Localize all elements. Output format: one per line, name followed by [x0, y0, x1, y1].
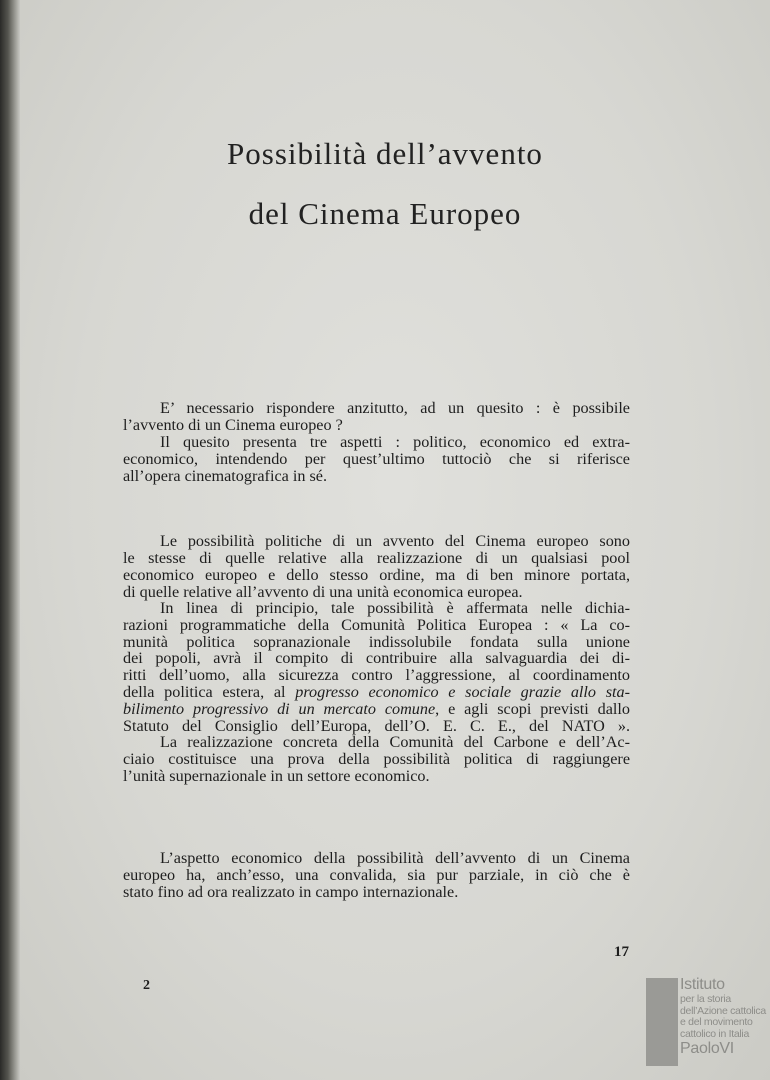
- text-line: l’unità supernazionale in un settore economico.: [123, 767, 430, 785]
- isacem-watermark-logo: [646, 976, 770, 1068]
- text-line: della politica estera, al progresso economico e sociale grazie allo sta-: [123, 683, 630, 701]
- watermark-line: per la storia: [680, 993, 731, 1005]
- isacem-logo-mark: [646, 978, 678, 1066]
- text-line: razioni programmatiche della Comunità Politica Europea : « La co-: [123, 616, 630, 634]
- watermark-line: cattolico in Italia: [680, 1027, 750, 1040]
- text-line: le stesse di quelle relative alla realizzazione di un qualsiasi pool: [123, 549, 630, 567]
- text-line: l’avvento di un Cinema europeo ?: [123, 416, 343, 434]
- text-line: stato fino ad ora realizzato in campo internazionale.: [123, 883, 459, 901]
- text-line: E’ necessario rispondere anzitutto, ad un quesito : è possibile: [160, 399, 630, 417]
- title-line-2: del Cinema Europeo: [248, 196, 522, 231]
- text-line: economico europeo e dello stesso ordine, ma di ben minore portata,: [123, 566, 630, 584]
- text-line: all’opera cinematografica in sé.: [123, 467, 328, 485]
- text-line: ciaio costituisce una prova della possibilità politica di raggiungere: [123, 750, 630, 768]
- text-line: L’aspetto economico della possibilità dell’avvento di un Cinema: [160, 849, 630, 867]
- text-line: La realizzazione concreta della Comunità del Carbone e dell’Ac-: [160, 733, 630, 751]
- watermark-line: PaoloVI: [680, 1040, 734, 1057]
- text-line: di quelle relative all’avvento di una unità economica europea.: [123, 583, 523, 601]
- page-number: 17: [614, 944, 629, 960]
- text-line: economico, intendendo per quest’ultimo tuttociò che si riferisce: [123, 450, 630, 468]
- signature-mark: 2: [143, 978, 150, 993]
- text-line: ritti dell’uomo, alla sicurezza contro l’aggressione, al coordinamento: [123, 666, 630, 684]
- text-line: Il quesito presenta tre aspetti : politico, economico ed extra-: [160, 433, 630, 451]
- text-line: Le possibilità politiche di un avvento del Cinema europeo sono: [160, 532, 630, 550]
- title-line-1: Possibilità dell’avvento: [227, 136, 543, 171]
- text-line: europeo ha, anch’esso, una convalida, sia pur parziale, in ciò che è: [123, 866, 630, 884]
- text-line: munità politica sopranazionale indissolubile fondata sulla unione: [123, 633, 630, 651]
- text-line: In linea di principio, tale possibilità è affermata nelle dichia-: [160, 599, 630, 617]
- text-line: Statuto del Consiglio dell’Europa, dell’O. E. C. E., del NATO ».: [123, 717, 630, 735]
- text-line: dei popoli, avrà il compito di contribuire alla salvaguardia dei di-: [123, 649, 630, 667]
- watermark-line: dell’Azione cattolica: [680, 1004, 766, 1017]
- text-line: bilimento progressivo di un mercato comune, e agli scopi previsti dallo: [123, 700, 630, 718]
- watermark-line: e del movimento: [680, 1016, 753, 1028]
- watermark-line: Istituto: [680, 976, 725, 993]
